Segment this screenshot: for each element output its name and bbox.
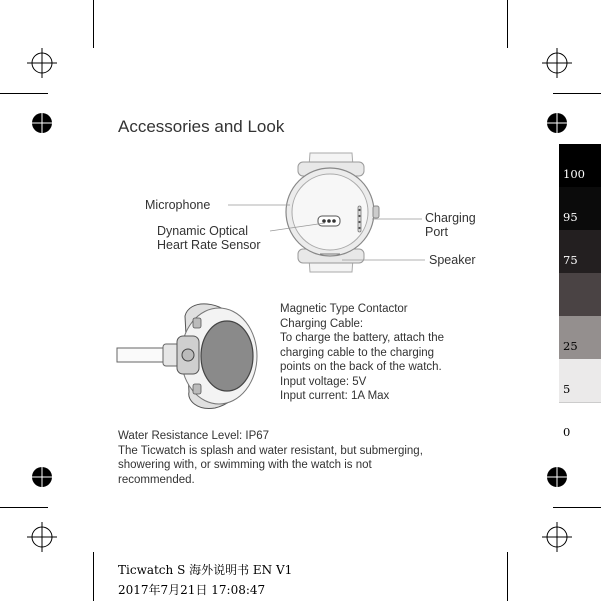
footer-timestamp: 2017年7月21日 17:08:47 (118, 583, 266, 597)
color-swatch (559, 402, 601, 445)
color-swatch (559, 359, 601, 402)
input-voltage-text: Input voltage: 5V (280, 375, 367, 388)
swatch-label: 95 (563, 210, 578, 224)
input-current-text: Input current: 1A Max (280, 390, 390, 402)
swatch-label: 75 (563, 253, 578, 267)
charger-body-line: To charge the battery, attach the (280, 332, 445, 344)
charger-heading-line2: Charging Cable: (280, 317, 364, 330)
swatch-label: 5 (563, 382, 571, 396)
swatch-label: 25 (563, 339, 578, 353)
water-resistance-line: showering with, or swimming with the watch is not (118, 459, 372, 471)
speaker-label: Speaker (429, 253, 476, 267)
charging-port-label-line2: Port (425, 225, 448, 239)
charging-port-label-line1: Charging (425, 211, 476, 225)
color-swatch (559, 273, 601, 316)
charging-cable-illustration (115, 296, 265, 416)
charger-body-line: points on the back of the watch. (280, 361, 442, 373)
page-title: Accessories and Look (118, 117, 285, 136)
microphone-label: Microphone (145, 198, 211, 212)
color-swatch (559, 316, 601, 359)
charger-body-line: charging cable to the charging (280, 346, 435, 359)
heart-rate-sensor-label-line1: Dynamic Optical (157, 224, 248, 238)
footer-document-name: Ticwatch S 海外说明书 EN V1 (118, 563, 293, 577)
color-swatch (559, 187, 601, 230)
swatch-label: 0 (563, 425, 571, 439)
swatch-label: 100 (563, 167, 585, 181)
water-resistance-heading: Water Resistance Level: IP67 (118, 430, 270, 442)
water-resistance-line: recommended. (118, 473, 195, 486)
heart-rate-sensor-label-line2: Heart Rate Sensor (157, 238, 261, 252)
color-swatch (559, 230, 601, 273)
color-swatch (559, 144, 601, 187)
charger-heading-line1: Magnetic Type Contactor (280, 303, 408, 315)
water-resistance-line: The Ticwatch is splash and water resistant, but submerging, (118, 444, 423, 457)
